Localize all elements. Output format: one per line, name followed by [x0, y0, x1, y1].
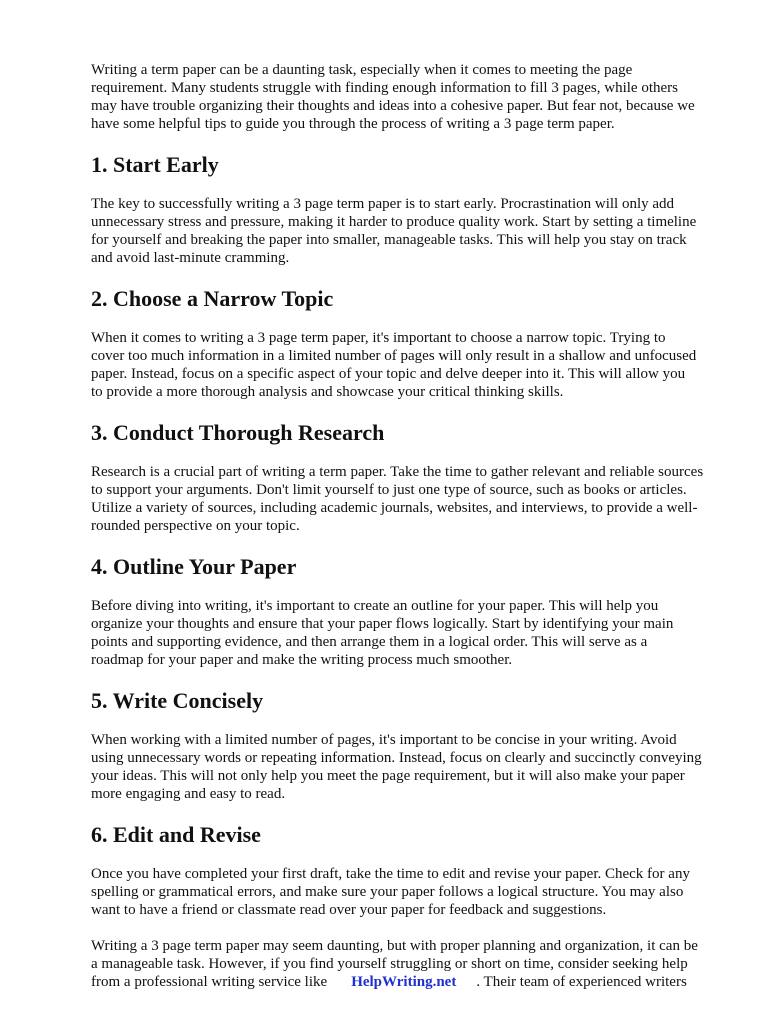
text-line: unnecessary stress and pressure, making it harder to produce quality work. Start by setting a timeline [91, 214, 697, 230]
section-heading-edit-revise: 6. Edit and Revise [91, 822, 261, 847]
text-line: to provide a more thorough analysis and showcase your critical thinking skills. [91, 384, 564, 400]
text-line: your ideas. This will not only help you meet the page requirement, but it will also make your paper [91, 768, 685, 784]
text-line: and avoid last-minute cramming. [91, 250, 290, 266]
helpwriting-link[interactable]: HelpWriting.net [351, 974, 457, 990]
section-paragraph-start-early [91, 195, 731, 267]
text-line: requirement. Many students struggle with finding enough information to fill 3 pages, while others [91, 80, 678, 96]
document-page [91, 61, 731, 1009]
section-heading-research: 3. Conduct Thorough Research [91, 420, 385, 445]
text-line: more engaging and easy to read. [91, 786, 286, 802]
text-line: Utilize a variety of sources, including academic journals, websites, and interviews, to provide a well- [91, 500, 698, 516]
section-paragraph-research [91, 463, 731, 535]
text-fragment: from a professional writing service like [91, 974, 328, 990]
text-line: Research is a crucial part of writing a term paper. Take the time to gather relevant and reliable sources [91, 464, 704, 480]
section-heading-outline: 4. Outline Your Paper [91, 554, 297, 579]
intro-paragraph [91, 61, 731, 133]
text-line: cover too much information in a limited number of pages will only result in a shallow and unfocused [91, 348, 697, 364]
text-line: want to have a friend or classmate read over your paper for feedback and suggestions. [91, 902, 607, 918]
text-line: When working with a limited number of pages, it's important to be concise in your writing. Avoid [91, 732, 677, 748]
section-heading-concise: 5. Write Concisely [91, 688, 264, 713]
section-paragraph-narrow-topic [91, 329, 731, 401]
text-line: rounded perspective on your topic. [91, 518, 300, 534]
text-line: to support your arguments. Don't limit yourself to just one type of source, such as books or articles. [91, 482, 687, 498]
text-line: Once you have completed your first draft, take the time to edit and revise your paper. Check for any [91, 866, 690, 882]
text-line: roadmap for your paper and make the writing process much smoother. [91, 652, 513, 668]
text-line: a manageable task. However, if you find yourself struggling or short on time, consider seeking help [91, 956, 688, 972]
section-paragraph-edit-revise [91, 865, 731, 919]
text-fragment: . Their team of experienced writers [476, 974, 687, 990]
text-line: have some helpful tips to guide you through the process of writing a 3 page term paper. [91, 116, 615, 132]
text-line: When it comes to writing a 3 page term paper, it's important to choose a narrow topic. Trying to [91, 330, 666, 346]
text-line: Before diving into writing, it's important to create an outline for your paper. This will help you [91, 598, 659, 614]
text-line-with-link [91, 973, 731, 991]
text-line: points and supporting evidence, and then arrange them in a logical order. This will serve as a [91, 634, 648, 650]
section-heading-start-early: 1. Start Early [91, 152, 219, 177]
text-line: for yourself and breaking the paper into smaller, manageable tasks. This will help you stay on track [91, 232, 687, 248]
section-paragraph-concise [91, 731, 731, 803]
section-heading-narrow-topic: 2. Choose a Narrow Topic [91, 286, 334, 311]
section-paragraph-outline [91, 597, 731, 669]
text-line: paper. Instead, focus on a specific aspect of your topic and delve deeper into it. This will allow you [91, 366, 686, 382]
text-line: organize your thoughts and ensure that your paper flows logically. Start by identifying your main [91, 616, 674, 632]
text-line: Writing a term paper can be a daunting task, especially when it comes to meeting the page [91, 62, 633, 78]
text-line: The key to successfully writing a 3 page term paper is to start early. Procrastination will only add [91, 196, 675, 212]
text-line: spelling or grammatical errors, and make sure your paper follows a logical structure. You may also [91, 884, 684, 900]
text-line: Writing a 3 page term paper may seem daunting, but with proper planning and organization, it can be [91, 938, 698, 954]
text-line: may have trouble organizing their thoughts and ideas into a cohesive paper. But fear not, because we [91, 98, 695, 114]
text-line: using unnecessary words or repeating information. Instead, focus on clearly and succinctly conveying [91, 750, 702, 766]
closing-paragraph [91, 937, 731, 991]
